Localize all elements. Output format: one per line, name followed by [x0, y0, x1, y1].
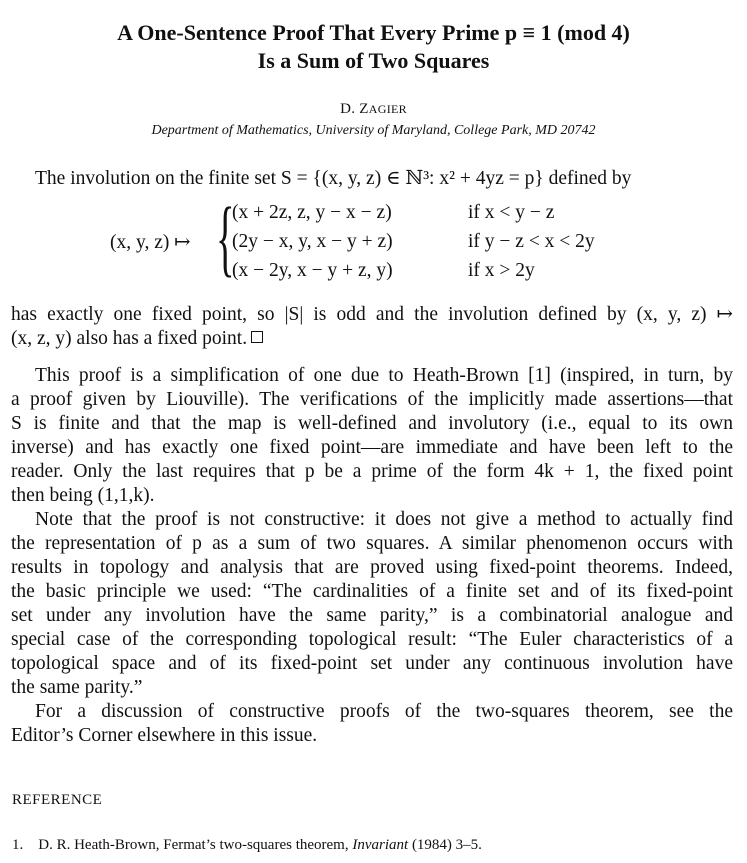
statement-line-2: has exactly one fixed point, so |S| is odd and the involution defined by (x, y, z) ↦ — [11, 304, 733, 325]
affiliation: Department of Mathematics, University of Maryland, College Park, MD 20742 — [151, 123, 596, 138]
statement-line-3 — [11, 327, 733, 351]
p2-line-5: set under any involution have the same parity,” is a combinatorial analogue and — [11, 605, 733, 626]
p2-line-8: the same parity.” — [11, 677, 143, 698]
case-expr-2: (2y − x, y, x − y + z) — [232, 231, 393, 252]
case-cond-1: if x < y − z — [468, 202, 555, 223]
p3-line-2: Editor’s Corner elsewhere in this issue. — [11, 725, 318, 746]
p2-line-4: the basic principle we used: “The cardinalities of a finite set and of its fixed-point — [11, 581, 733, 602]
p2-line-7: topological space and of its fixed-point set under any continuous involution have — [11, 653, 733, 674]
p1-line-5: reader. Only the last requires that p be a prime of the form 4k + 1, the fixed point — [11, 461, 733, 482]
statement-line-1: The involution on the finite set S = {(x, y, z) ∈ ℕ³: x² + 4yz = p} defined by — [35, 168, 632, 189]
p1-line-3: S is finite and that the map is well-defined and involutory (i.e., equal to its own — [11, 413, 733, 434]
case-cond-3: if x > 2y — [468, 260, 535, 281]
p2-line-6: special case of the corresponding topological result: “The Euler characteristics of a — [11, 629, 733, 650]
qed-box-icon — [251, 331, 263, 343]
case-cond-2: if y − z < x < 2y — [468, 231, 595, 252]
map-lhs: (x, y, z) ↦ — [110, 232, 191, 253]
case-expr-1: (x + 2z, z, y − x − z) — [232, 202, 392, 223]
case-expr-3: (x − 2y, x − y + z, y) — [232, 260, 393, 281]
p2-line-3: results in topology and analysis that are proved using fixed-point theorems. Indeed, — [11, 557, 733, 578]
p2-line-1: Note that the proof is not constructive: it does not give a method to actually find — [35, 509, 733, 530]
reference-heading: REFERENCE — [12, 792, 103, 808]
title-line-1: A One-Sentence Proof That Every Prime p ≡ 1 (mod 4) — [117, 20, 630, 45]
author-smallcaps: AGIER — [368, 102, 407, 116]
p3-line-1: For a discussion of constructive proofs of the two-squares theorem, see the — [35, 701, 733, 722]
title-line-2: Is a Sum of Two Squares — [257, 48, 490, 73]
p1-line-2: a proof given by Liouville). The verifications of the implicitly made assertions—that — [11, 389, 733, 410]
left-brace: { — [216, 189, 235, 285]
author-initial: D. Z — [340, 101, 369, 117]
reference-journal: Invariant — [352, 837, 409, 853]
author — [0, 101, 747, 118]
p2-line-2: the representation of p as a sum of two squares. A similar phenomenon occurs with — [11, 533, 733, 554]
p1-line-6: then being (1,1,k). — [11, 485, 155, 506]
reference-number: 1. — [12, 837, 24, 853]
statement-line-3-text: (x, z, y) also has a fixed point. — [11, 328, 248, 349]
p1-line-1: This proof is a simplification of one due to Heath-Brown [1] (inspired, in turn, by — [35, 365, 733, 386]
case-definition — [110, 189, 630, 288]
reference-details: (1984) 3–5. — [411, 837, 482, 853]
reference-authors: D. R. Heath-Brown, Fermat’s two-squares theorem, — [38, 837, 349, 853]
reference-item — [12, 837, 482, 854]
p1-line-4: inverse) and has exactly one fixed point—are immediate and have been left to the — [11, 437, 733, 458]
